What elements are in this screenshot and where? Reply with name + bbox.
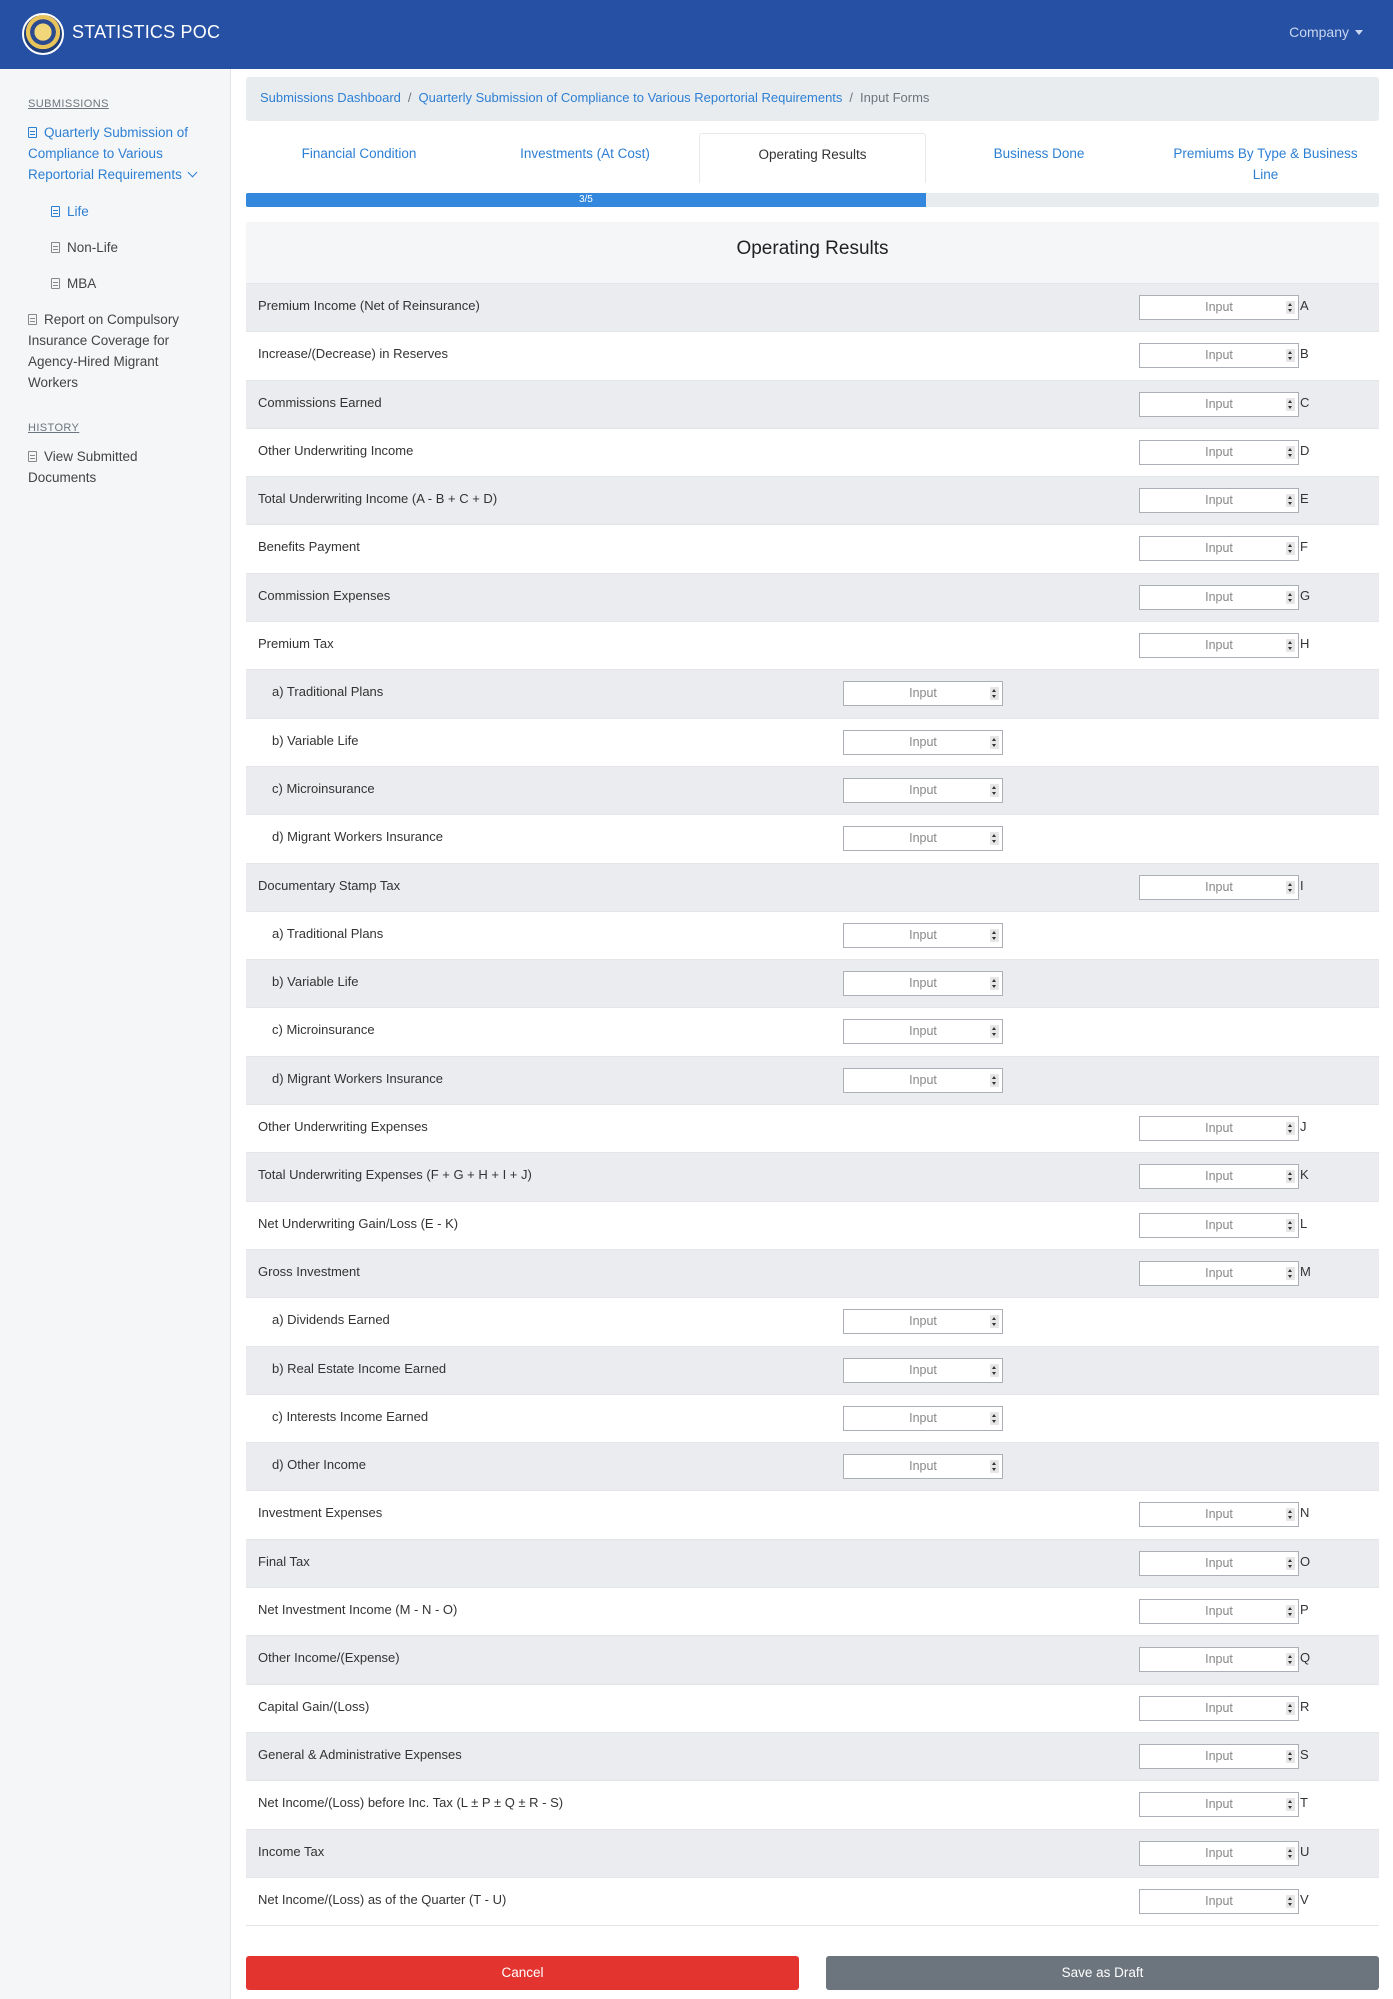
- sidebar-item-label: Report on Compulsory Insurance Coverage for Agency-Hired Migrant Workers: [28, 312, 180, 390]
- sidebar-item-view-submitted[interactable]: [28, 446, 178, 488]
- row-code: K: [1300, 1167, 1309, 1183]
- chevron-down-icon: [187, 168, 197, 178]
- form-row: [246, 1105, 1379, 1153]
- spinner-arrows-icon[interactable]: [990, 1412, 999, 1425]
- row-code: Q: [1300, 1650, 1311, 1666]
- input-placeholder: Input: [909, 831, 937, 846]
- input-placeholder: Input: [1205, 444, 1233, 459]
- spinner-arrows-icon[interactable]: [1286, 1847, 1295, 1860]
- row-label: b) Variable Life: [272, 974, 359, 990]
- number-input[interactable]: [1139, 875, 1299, 900]
- form-row: [246, 1395, 1379, 1443]
- input-placeholder: Input: [1205, 396, 1233, 411]
- form-row: [246, 1781, 1379, 1829]
- number-input[interactable]: [1139, 633, 1299, 658]
- input-placeholder: Input: [1205, 1700, 1233, 1715]
- row-label: Capital Gain/(Loss): [258, 1698, 370, 1714]
- row-label: Benefits Payment: [258, 539, 360, 555]
- number-input[interactable]: [843, 1358, 1003, 1383]
- top-navbar: [0, 0, 1393, 69]
- spinner-arrows-icon[interactable]: [990, 832, 999, 845]
- spinner-arrows-icon[interactable]: [1286, 1702, 1295, 1715]
- form-row: [246, 1636, 1379, 1684]
- number-input[interactable]: [1139, 1647, 1299, 1672]
- app-title: STATISTICS POC: [72, 22, 221, 42]
- form-row: [246, 670, 1379, 718]
- form-row: [246, 1540, 1379, 1588]
- row-label: Final Tax: [258, 1553, 310, 1569]
- form-row: [246, 1347, 1379, 1395]
- document-icon: [51, 278, 60, 289]
- spinner-arrows-icon[interactable]: [1286, 639, 1295, 652]
- sidebar-item-mba[interactable]: [51, 273, 96, 294]
- row-label: c) Microinsurance: [272, 780, 375, 796]
- company-label: Company: [1289, 24, 1349, 40]
- spinner-arrows-icon[interactable]: [990, 736, 999, 749]
- row-label: Net Income/(Loss) as of the Quarter (T - U): [258, 1891, 507, 1907]
- input-placeholder: Input: [1205, 1748, 1233, 1763]
- input-placeholder: Input: [1205, 879, 1233, 894]
- number-input[interactable]: [1139, 1792, 1299, 1817]
- form-row: [246, 864, 1379, 912]
- spinner-arrows-icon[interactable]: [1286, 349, 1295, 362]
- form-row: [246, 1443, 1379, 1491]
- input-placeholder: Input: [909, 1410, 937, 1425]
- form-title: Operating Results: [246, 222, 1379, 284]
- sidebar-heading-submissions: SUBMISSIONS: [28, 98, 109, 110]
- form-row: [246, 381, 1379, 429]
- input-placeholder: Input: [909, 1024, 937, 1039]
- sidebar-item-compulsory-report[interactable]: [28, 309, 198, 393]
- spinner-arrows-icon[interactable]: [1286, 881, 1295, 894]
- row-label: b) Variable Life: [272, 732, 359, 748]
- number-input[interactable]: [843, 826, 1003, 851]
- spinner-arrows-icon[interactable]: [1286, 1219, 1295, 1232]
- number-input[interactable]: [843, 681, 1003, 706]
- input-placeholder: Input: [909, 976, 937, 991]
- input-placeholder: Input: [909, 1072, 937, 1087]
- number-input[interactable]: [843, 1454, 1003, 1479]
- row-label: Net Investment Income (M - N - O): [258, 1602, 458, 1618]
- number-input[interactable]: [1139, 1116, 1299, 1141]
- number-input[interactable]: [843, 1068, 1003, 1093]
- number-input[interactable]: [843, 1309, 1003, 1334]
- row-code: M: [1300, 1263, 1311, 1279]
- number-input[interactable]: [1139, 343, 1299, 368]
- tab-operating-results[interactable]: Operating Results: [699, 133, 926, 183]
- spinner-arrows-icon[interactable]: [990, 687, 999, 700]
- spinner-arrows-icon[interactable]: [1286, 494, 1295, 507]
- input-placeholder: Input: [909, 1459, 937, 1474]
- row-label: General & Administrative Expenses: [258, 1746, 462, 1762]
- number-input[interactable]: [1139, 1696, 1299, 1721]
- input-placeholder: Input: [1205, 300, 1233, 314]
- input-placeholder: Input: [1205, 493, 1233, 508]
- sidebar-item-label: View Submitted Documents: [28, 449, 138, 485]
- form-row: [246, 477, 1379, 525]
- input-placeholder: Input: [1205, 1604, 1233, 1619]
- input-placeholder: Input: [1205, 348, 1233, 363]
- input-placeholder: Input: [909, 782, 937, 797]
- logo-seal-icon: [22, 13, 64, 55]
- caret-down-icon: [1355, 30, 1363, 35]
- row-code: R: [1300, 1698, 1310, 1714]
- row-label: Commission Expenses: [258, 587, 391, 603]
- sidebar-item-non-life[interactable]: [51, 237, 118, 258]
- input-placeholder: Input: [909, 927, 937, 942]
- form-row: [246, 1008, 1379, 1056]
- number-input[interactable]: [1139, 295, 1299, 320]
- number-input[interactable]: [843, 778, 1003, 803]
- number-input[interactable]: [1139, 392, 1299, 417]
- document-icon: [28, 127, 37, 138]
- tab-business-done[interactable]: Business Done: [993, 146, 1085, 161]
- row-code: E: [1300, 491, 1309, 507]
- number-input[interactable]: [843, 971, 1003, 996]
- row-code: S: [1300, 1746, 1309, 1762]
- row-label: Premium Tax: [258, 636, 334, 652]
- tab-investments[interactable]: Investments (At Cost): [520, 146, 650, 161]
- form-row: [246, 525, 1379, 573]
- row-label: a) Dividends Earned: [272, 1312, 390, 1328]
- progress-bar: [246, 193, 1379, 207]
- form-row: [246, 1733, 1379, 1781]
- sidebar-item-label: Quarterly Submission of Compliance to Various Reportorial Requirements: [28, 125, 189, 182]
- spinner-arrows-icon[interactable]: [990, 1460, 999, 1473]
- input-placeholder: Input: [1205, 1845, 1233, 1860]
- spinner-arrows-icon[interactable]: [1286, 591, 1295, 604]
- row-label: Investment Expenses: [258, 1505, 383, 1521]
- number-input[interactable]: [1139, 1889, 1299, 1914]
- spinner-arrows-icon[interactable]: [1286, 1557, 1295, 1570]
- save-draft-button[interactable]: Save as Draft: [826, 1956, 1379, 1990]
- spinner-arrows-icon[interactable]: [1286, 1170, 1295, 1183]
- row-code: D: [1300, 442, 1310, 458]
- row-label: a) Traditional Plans: [272, 684, 384, 700]
- spinner-arrows-icon[interactable]: [1286, 1605, 1295, 1618]
- form-row: [246, 622, 1379, 670]
- row-code: A: [1300, 298, 1309, 313]
- company-dropdown[interactable]: [1289, 24, 1363, 40]
- row-code: B: [1300, 346, 1309, 362]
- spinner-arrows-icon[interactable]: [1286, 1895, 1295, 1908]
- form-row: [246, 1685, 1379, 1733]
- row-code: G: [1300, 587, 1311, 603]
- number-input[interactable]: [1139, 1551, 1299, 1576]
- form-row: [246, 1588, 1379, 1636]
- breadcrumb: Submissions Dashboard / Quarterly Submission of Compliance to Various Reportorial Requirements / Input Forms: [246, 77, 1379, 121]
- number-input[interactable]: [1139, 1841, 1299, 1866]
- input-placeholder: Input: [1205, 589, 1233, 604]
- spinner-arrows-icon[interactable]: [990, 1315, 999, 1328]
- form-row: [246, 815, 1379, 863]
- input-placeholder: Input: [1205, 1121, 1233, 1136]
- spinner-arrows-icon[interactable]: [990, 784, 999, 797]
- form-row: [246, 284, 1379, 332]
- number-input[interactable]: [843, 1406, 1003, 1431]
- row-label: Total Underwriting Income (A - B + C + D): [258, 491, 498, 507]
- number-input[interactable]: [843, 923, 1003, 948]
- input-placeholder: Input: [1205, 1555, 1233, 1570]
- input-placeholder: Input: [1205, 1652, 1233, 1667]
- spinner-arrows-icon[interactable]: [1286, 1750, 1295, 1763]
- input-placeholder: Input: [909, 1314, 937, 1329]
- input-placeholder: Input: [1205, 1893, 1233, 1908]
- form-row: [246, 1202, 1379, 1250]
- form-row: [246, 1878, 1379, 1926]
- form-row: [246, 767, 1379, 815]
- row-label: Documentary Stamp Tax: [258, 877, 401, 893]
- number-input[interactable]: [843, 730, 1003, 755]
- row-label: c) Interests Income Earned: [272, 1408, 429, 1424]
- row-code: C: [1300, 394, 1310, 410]
- spinner-arrows-icon[interactable]: [990, 977, 999, 990]
- input-placeholder: Input: [909, 1362, 937, 1377]
- number-input[interactable]: [843, 1019, 1003, 1044]
- tab-premiums-by-type[interactable]: Premiums By Type & Business Line: [1173, 146, 1358, 182]
- cancel-button[interactable]: Cancel: [246, 1956, 799, 1990]
- row-label: c) Microinsurance: [272, 1022, 375, 1038]
- spinner-arrows-icon[interactable]: [1286, 446, 1295, 459]
- number-input[interactable]: [1139, 1213, 1299, 1238]
- row-label: Other Income/(Expense): [258, 1650, 400, 1666]
- form-row: [246, 960, 1379, 1008]
- form-row: [246, 1830, 1379, 1878]
- row-label: Total Underwriting Expenses (F + G + H + I + J): [258, 1167, 532, 1183]
- row-code: P: [1300, 1602, 1309, 1618]
- row-label: b) Real Estate Income Earned: [272, 1360, 447, 1376]
- form-row: [246, 1153, 1379, 1201]
- spinner-arrows-icon[interactable]: [1286, 1798, 1295, 1811]
- row-label: a) Traditional Plans: [272, 925, 384, 941]
- sidebar-heading-history: HISTORY: [28, 422, 80, 434]
- row-label: Other Underwriting Income: [258, 442, 414, 458]
- sidebar-item-label: Non-Life: [67, 240, 119, 255]
- input-placeholder: Input: [1205, 1507, 1233, 1522]
- input-placeholder: Input: [1205, 1169, 1233, 1184]
- form-row: [246, 1250, 1379, 1298]
- row-label: d) Other Income: [272, 1457, 366, 1473]
- form-row: [246, 574, 1379, 622]
- form-row: [246, 332, 1379, 380]
- spinner-arrows-icon[interactable]: [1286, 1653, 1295, 1666]
- row-code: U: [1300, 1843, 1310, 1859]
- tab-financial-condition[interactable]: Financial Condition: [301, 146, 417, 161]
- document-icon: [28, 451, 37, 462]
- number-input[interactable]: [1139, 440, 1299, 465]
- sidebar-item-label: MBA: [67, 276, 97, 291]
- sidebar-item-quarterly-submission[interactable]: [28, 122, 203, 185]
- sidebar-item-label: Life: [67, 204, 89, 219]
- input-placeholder: Input: [1205, 541, 1233, 556]
- row-label: Gross Investment: [258, 1263, 360, 1279]
- number-input[interactable]: [1139, 1744, 1299, 1769]
- breadcrumb-quarterly-link[interactable]: Quarterly Submission of Compliance to Various Reportorial Requirements: [418, 90, 843, 105]
- input-placeholder: Input: [1205, 1797, 1233, 1812]
- sidebar: [0, 69, 231, 1999]
- row-code: L: [1300, 1215, 1308, 1231]
- input-placeholder: Input: [909, 734, 937, 749]
- input-placeholder: Input: [1205, 1217, 1233, 1232]
- row-code: I: [1300, 877, 1304, 893]
- form-row: [246, 1057, 1379, 1105]
- spinner-arrows-icon[interactable]: [1286, 542, 1295, 555]
- row-label: Other Underwriting Expenses: [258, 1119, 428, 1135]
- number-input[interactable]: [1139, 585, 1299, 610]
- sidebar-item-life[interactable]: [51, 201, 89, 222]
- number-input[interactable]: [1139, 1599, 1299, 1624]
- row-code: F: [1300, 539, 1308, 555]
- progress-fill: 3/5: [246, 193, 926, 207]
- row-code: J: [1300, 1119, 1307, 1135]
- spinner-arrows-icon[interactable]: [1286, 398, 1295, 411]
- spinner-arrows-icon[interactable]: [1286, 1267, 1295, 1280]
- form-row: [246, 1491, 1379, 1539]
- row-code: O: [1300, 1553, 1311, 1569]
- number-input[interactable]: [1139, 488, 1299, 513]
- number-input[interactable]: [1139, 1164, 1299, 1189]
- number-input[interactable]: [1139, 1502, 1299, 1527]
- form-rows: [246, 284, 1379, 1926]
- row-label: Commissions Earned: [258, 394, 382, 410]
- row-code: H: [1300, 636, 1310, 652]
- row-label: Income Tax: [258, 1843, 325, 1859]
- form-row: [246, 1298, 1379, 1346]
- form-row: [246, 429, 1379, 477]
- form-row: [246, 912, 1379, 960]
- breadcrumb-dashboard-link[interactable]: Submissions Dashboard: [260, 90, 401, 105]
- input-placeholder: Input: [909, 686, 937, 701]
- number-input[interactable]: [1139, 536, 1299, 561]
- spinner-arrows-icon[interactable]: [1286, 1122, 1295, 1135]
- document-icon: [51, 206, 60, 217]
- spinner-arrows-icon[interactable]: [990, 1364, 999, 1377]
- form-row: [246, 719, 1379, 767]
- row-code: V: [1300, 1891, 1309, 1907]
- row-label: d) Migrant Workers Insurance: [272, 1070, 443, 1086]
- breadcrumb-current: Input Forms: [860, 90, 930, 105]
- document-icon: [51, 242, 60, 253]
- row-label: d) Migrant Workers Insurance: [272, 829, 443, 845]
- spinner-arrows-icon[interactable]: [990, 1025, 999, 1038]
- row-code: T: [1300, 1795, 1308, 1811]
- operating-results-form: [246, 222, 1379, 1926]
- spinner-arrows-icon[interactable]: [1286, 1508, 1295, 1521]
- spinner-arrows-icon[interactable]: [990, 1074, 999, 1087]
- document-icon: [28, 314, 37, 325]
- spinner-arrows-icon[interactable]: [990, 929, 999, 942]
- input-placeholder: Input: [1205, 1265, 1233, 1280]
- row-label: Net Income/(Loss) before Inc. Tax (L ± P ± Q ± R - S): [258, 1795, 564, 1811]
- input-placeholder: Input: [1205, 638, 1233, 653]
- step-tabs: [246, 133, 1379, 183]
- number-input[interactable]: [1139, 1261, 1299, 1286]
- spinner-arrows-icon[interactable]: [1286, 301, 1295, 314]
- row-label: Premium Income (Net of Reinsurance): [258, 298, 480, 313]
- row-label: Increase/(Decrease) in Reserves: [258, 346, 449, 362]
- row-label: Net Underwriting Gain/Loss (E - K): [258, 1215, 459, 1231]
- row-code: N: [1300, 1505, 1310, 1521]
